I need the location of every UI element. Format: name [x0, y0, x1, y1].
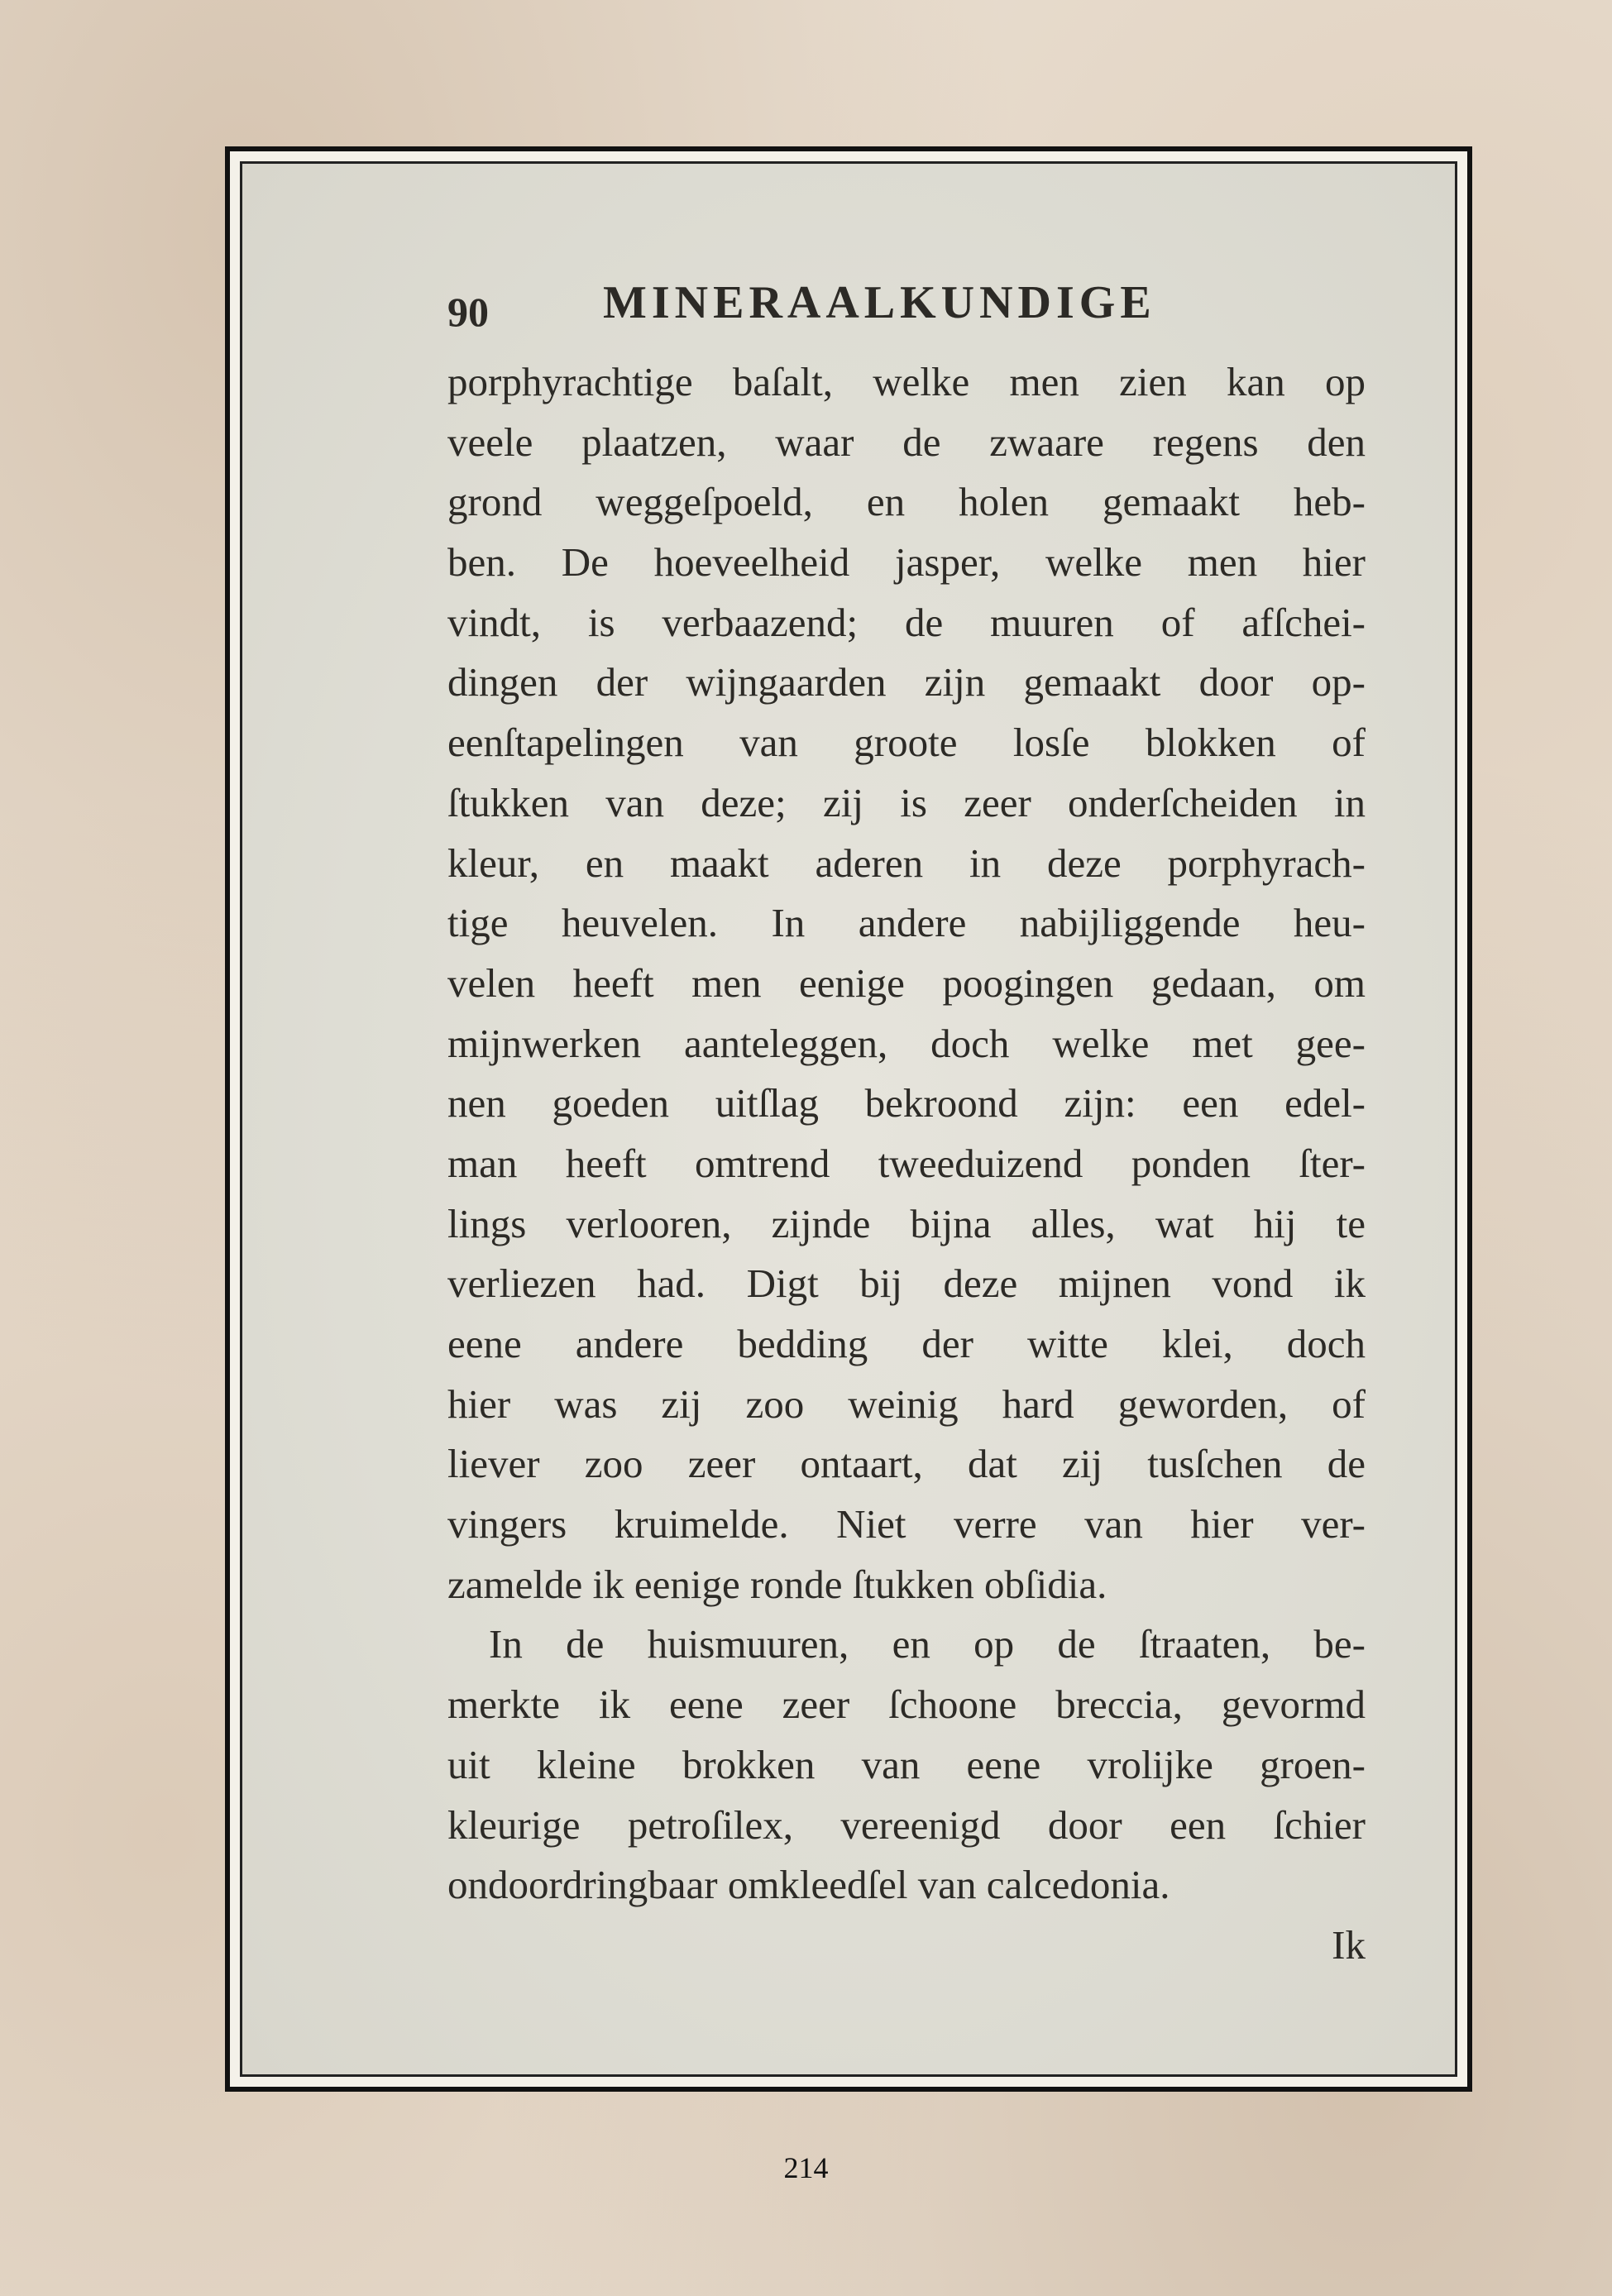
text-line: zamelde ik eenige ronde ſtukken obſidia.: [447, 1561, 1107, 1607]
footer-page-number: 214: [783, 2151, 829, 2184]
text-line: dingen der wijngaarden zijn gemaakt door op-: [447, 659, 1366, 706]
running-head: [447, 271, 1366, 346]
scan-page-number: 90: [447, 289, 489, 335]
text-line: liever zoo zeer ontaart, dat zij tusſchen de: [447, 1441, 1366, 1487]
running-head-title: MINERAALKUNDIGE: [603, 277, 1156, 328]
text-line: hier was zij zoo weinig hard geworden, of: [447, 1380, 1366, 1427]
text-line: vindt, is verbaazend; de muuren of afſchei-: [447, 599, 1366, 645]
text-line: verliezen had. Digt bij deze mijnen vond ik: [447, 1260, 1366, 1307]
text-line: nen goeden uitſlag bekroond zijn: een edel-: [447, 1080, 1366, 1126]
text-line: uit kleine brokken van eene vrolijke groen-: [447, 1741, 1366, 1787]
text-line: lings verlooren, zijnde bijna alles, wat hij te: [447, 1200, 1366, 1246]
page-text: [447, 271, 1366, 1976]
text-line: merkte ik eene zeer ſchoone breccia, gevormd: [447, 1681, 1366, 1728]
text-line: man heeft omtrend tweeduizend ponden ſter-: [447, 1140, 1366, 1186]
text-line: grond weggeſpoeld, en holen gemaakt heb-: [447, 479, 1366, 525]
text-line: kleur, en maakt aderen in deze porphyrach-: [447, 839, 1366, 886]
text-line: veele plaatzen, waar de zwaare regens den: [447, 419, 1366, 465]
text-line: ben. De hoeveelheid jasper, welke men hier: [447, 539, 1366, 586]
text-line: kleurige petroſilex, vereenigd door een ſchier: [447, 1801, 1366, 1848]
text-line: eenſtapelingen van groote losſe blokken of: [447, 720, 1366, 766]
text-line: velen heeft men eenige poogingen gedaan, om: [447, 959, 1366, 1006]
text-line: eene andere bedding der witte klei, doch: [447, 1321, 1366, 1366]
text-line: porphyrachtige baſalt, welke men zien kan op: [447, 359, 1366, 404]
text-line: tige heuvelen. In andere nabijliggende heu-: [447, 900, 1366, 946]
text-line: vingers kruimelde. Niet verre van hier ver-: [447, 1501, 1366, 1547]
scanned-page: [240, 161, 1457, 2077]
text-line: ſtukken van deze; zij is zeer onderſcheiden in: [447, 779, 1366, 825]
text-line: ondoordringbaar omkleedſel van calcedonia.: [447, 1862, 1170, 1908]
scan-frame: [225, 146, 1472, 2092]
text-line: In de huismuuren, en op de ſtraaten, be-: [489, 1621, 1366, 1667]
text-line: mijnwerken aanteleggen, doch welke met gee-: [447, 1020, 1366, 1066]
catchword: Ik: [1332, 1921, 1366, 1968]
